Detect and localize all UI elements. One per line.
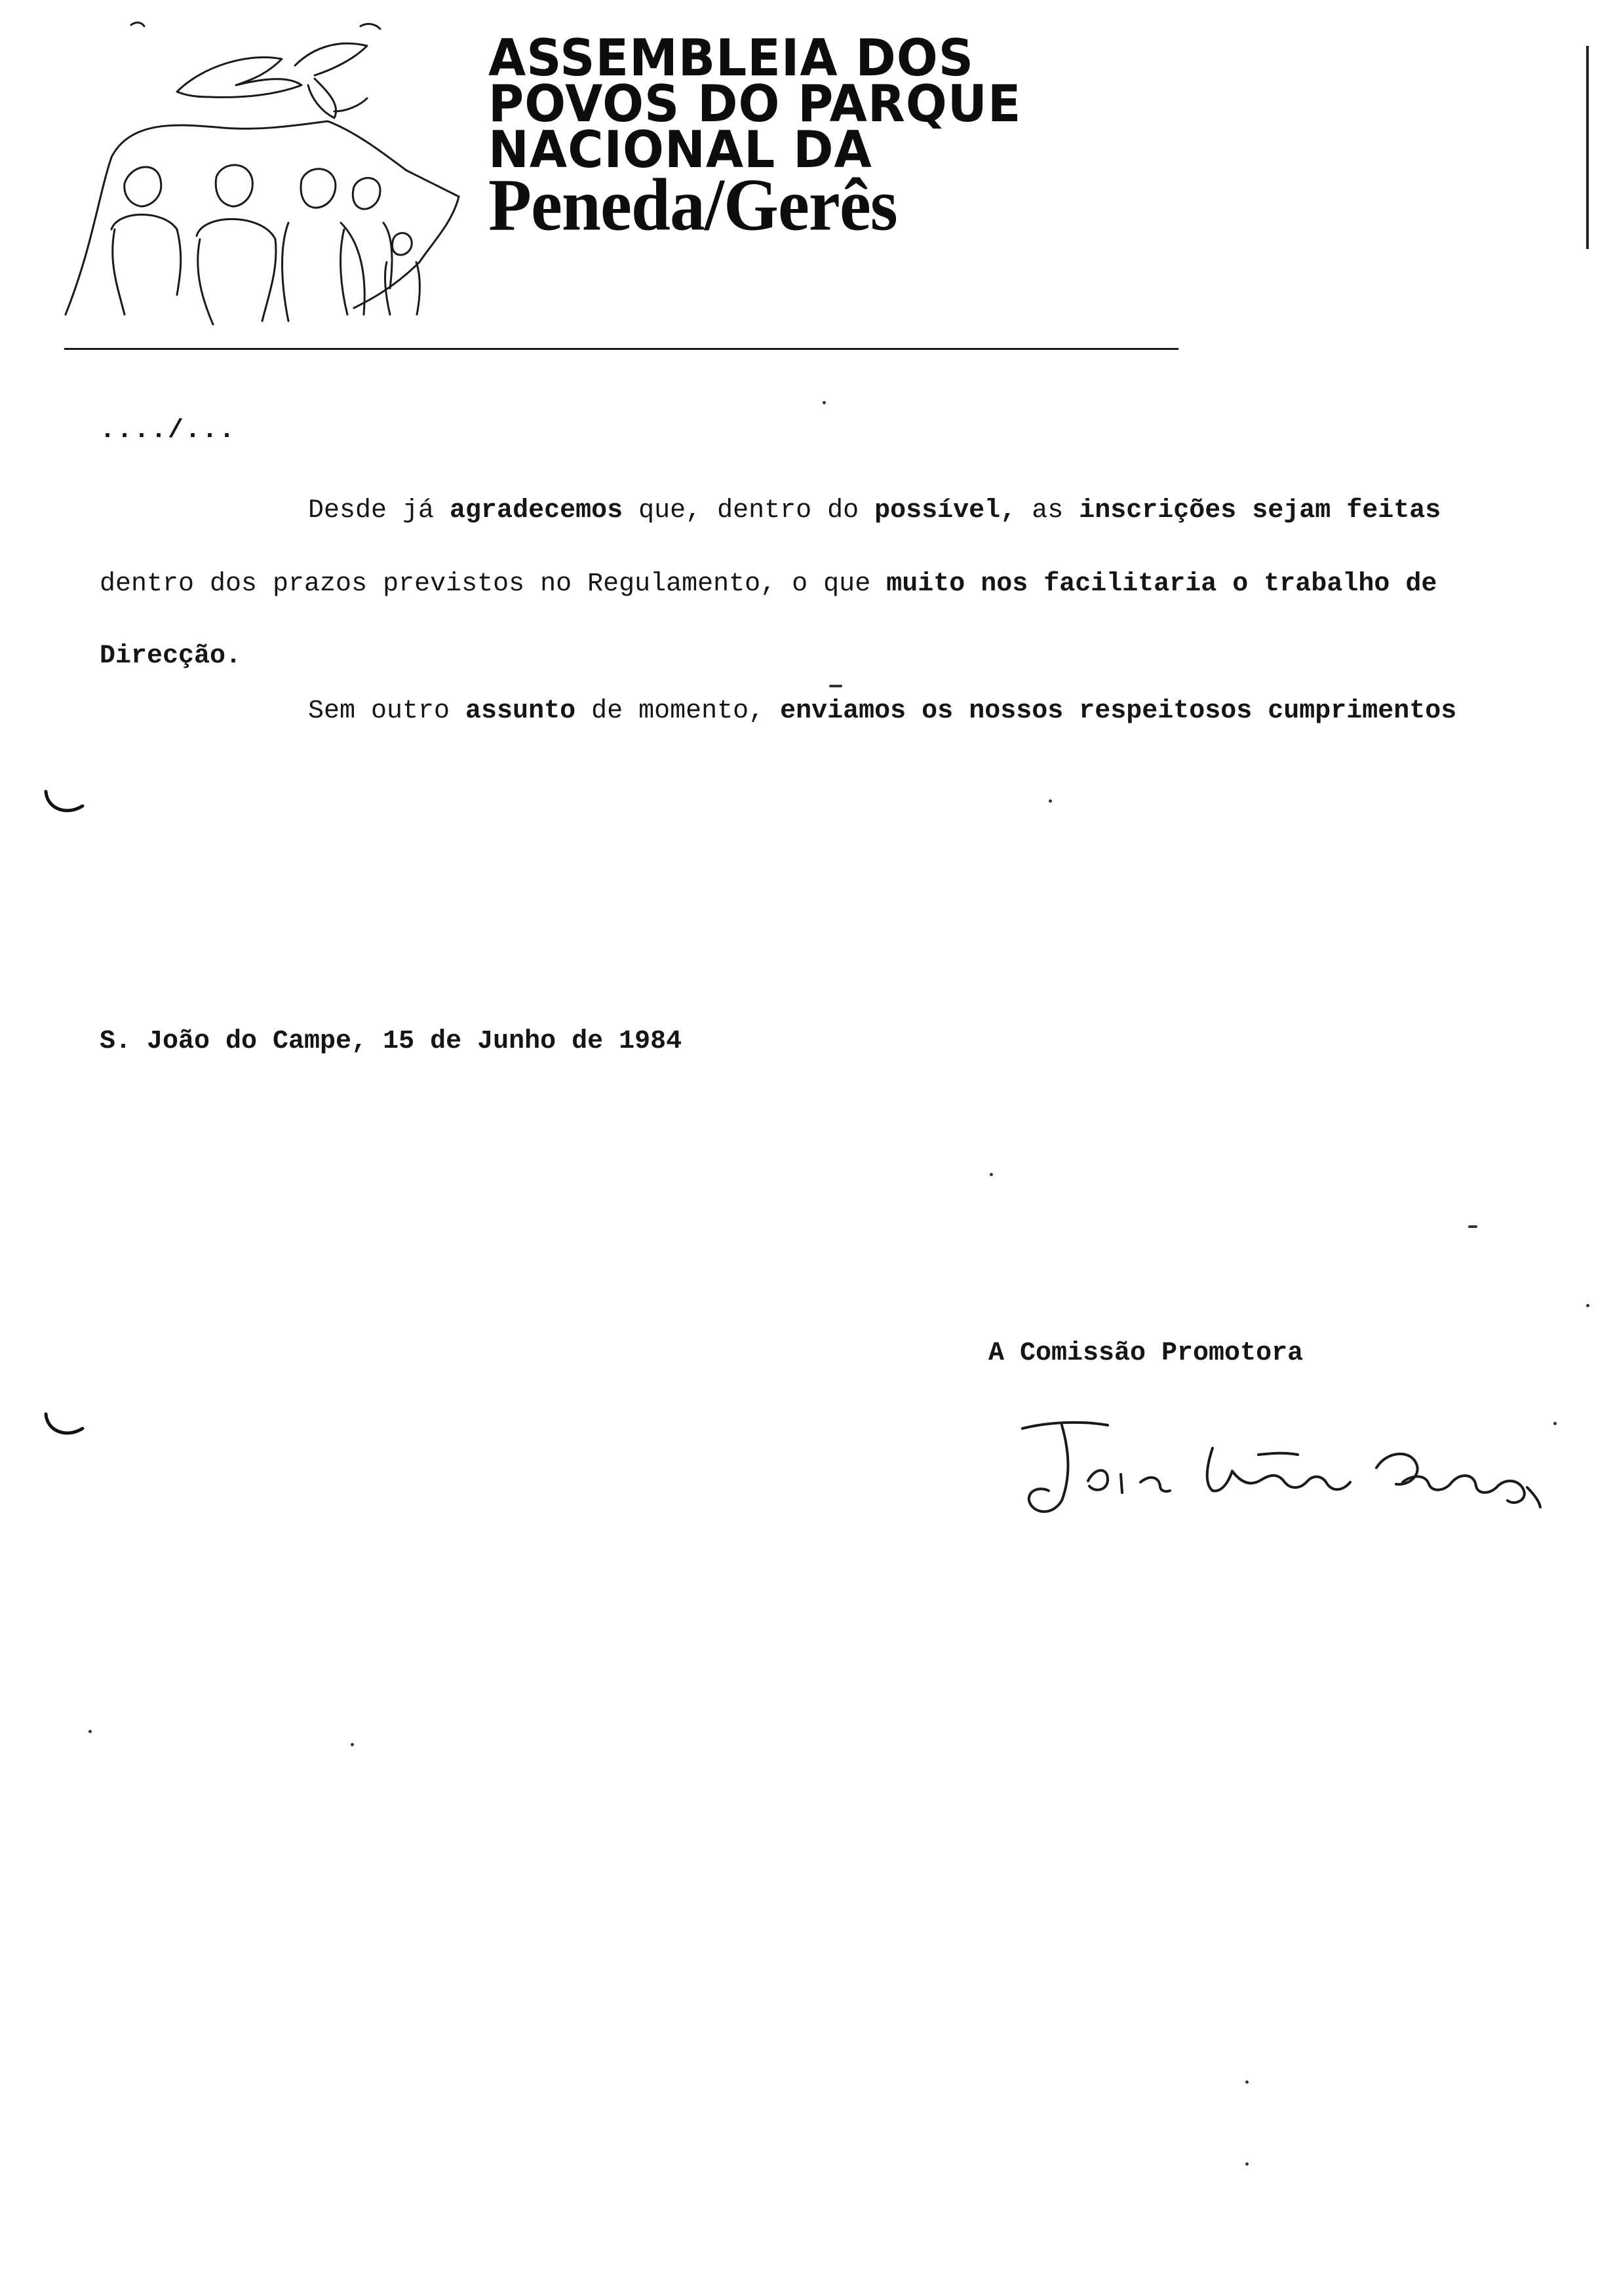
text-run: inscrições sejam feitas xyxy=(1079,496,1441,526)
text-run: Sem outro xyxy=(308,697,466,726)
paragraph-1-line-3: Direcção. xyxy=(100,641,242,671)
scan-speck xyxy=(1586,1304,1589,1307)
scan-speck xyxy=(1245,2080,1249,2084)
scan-speck xyxy=(88,1730,92,1733)
header-divider xyxy=(64,348,1178,350)
place-and-date: S. João do Campe, 15 de Junho de 1984 xyxy=(100,1027,682,1056)
margin-mark-icon xyxy=(41,786,87,819)
page-edge-line xyxy=(1586,46,1589,249)
text-run: agradecemos xyxy=(450,496,623,526)
scan-speck xyxy=(1553,1422,1557,1425)
scan-speck xyxy=(990,1173,993,1176)
scan-speck xyxy=(823,401,826,404)
text-run: as xyxy=(1016,496,1080,526)
scan-speck xyxy=(1049,799,1052,803)
scan-speck xyxy=(1245,2162,1249,2166)
text-run: que, dentro do xyxy=(623,496,875,526)
signature-title: A Comissão Promotora xyxy=(988,1339,1304,1368)
org-name-line-4: Peneda/Gerês xyxy=(488,164,897,246)
handwritten-signature-icon xyxy=(1009,1409,1547,1527)
paragraph-1-line-1 xyxy=(308,495,1441,527)
text-run: possível, xyxy=(874,496,1017,526)
org-name-line-2: POVOS DO PARQUE xyxy=(488,74,1022,134)
margin-mark-icon xyxy=(41,1409,87,1442)
scan-speck xyxy=(1468,1225,1477,1228)
scan-speck xyxy=(829,685,842,687)
text-run: Desde já xyxy=(308,496,450,526)
scan-speck xyxy=(351,1743,354,1746)
org-name-line-3: NACIONAL DA xyxy=(488,120,872,180)
people-and-bird-drawing-icon xyxy=(52,13,472,354)
text-run: assunto xyxy=(465,697,576,726)
continuation-marker: ..../... xyxy=(100,416,237,446)
text-run: de momento, xyxy=(575,697,781,726)
paragraph-1-line-2 xyxy=(100,569,1437,600)
text-run: muito nos facilitaria o trabalho de xyxy=(886,569,1437,599)
text-run: enviamos os nossos respeitosos cumprimentos xyxy=(780,697,1457,726)
text-run: dentro dos prazos previstos no Regulamento, o que xyxy=(100,569,887,599)
org-name-line-1: ASSEMBLEIA DOS xyxy=(488,28,975,88)
paragraph-2-line-1 xyxy=(308,696,1456,727)
